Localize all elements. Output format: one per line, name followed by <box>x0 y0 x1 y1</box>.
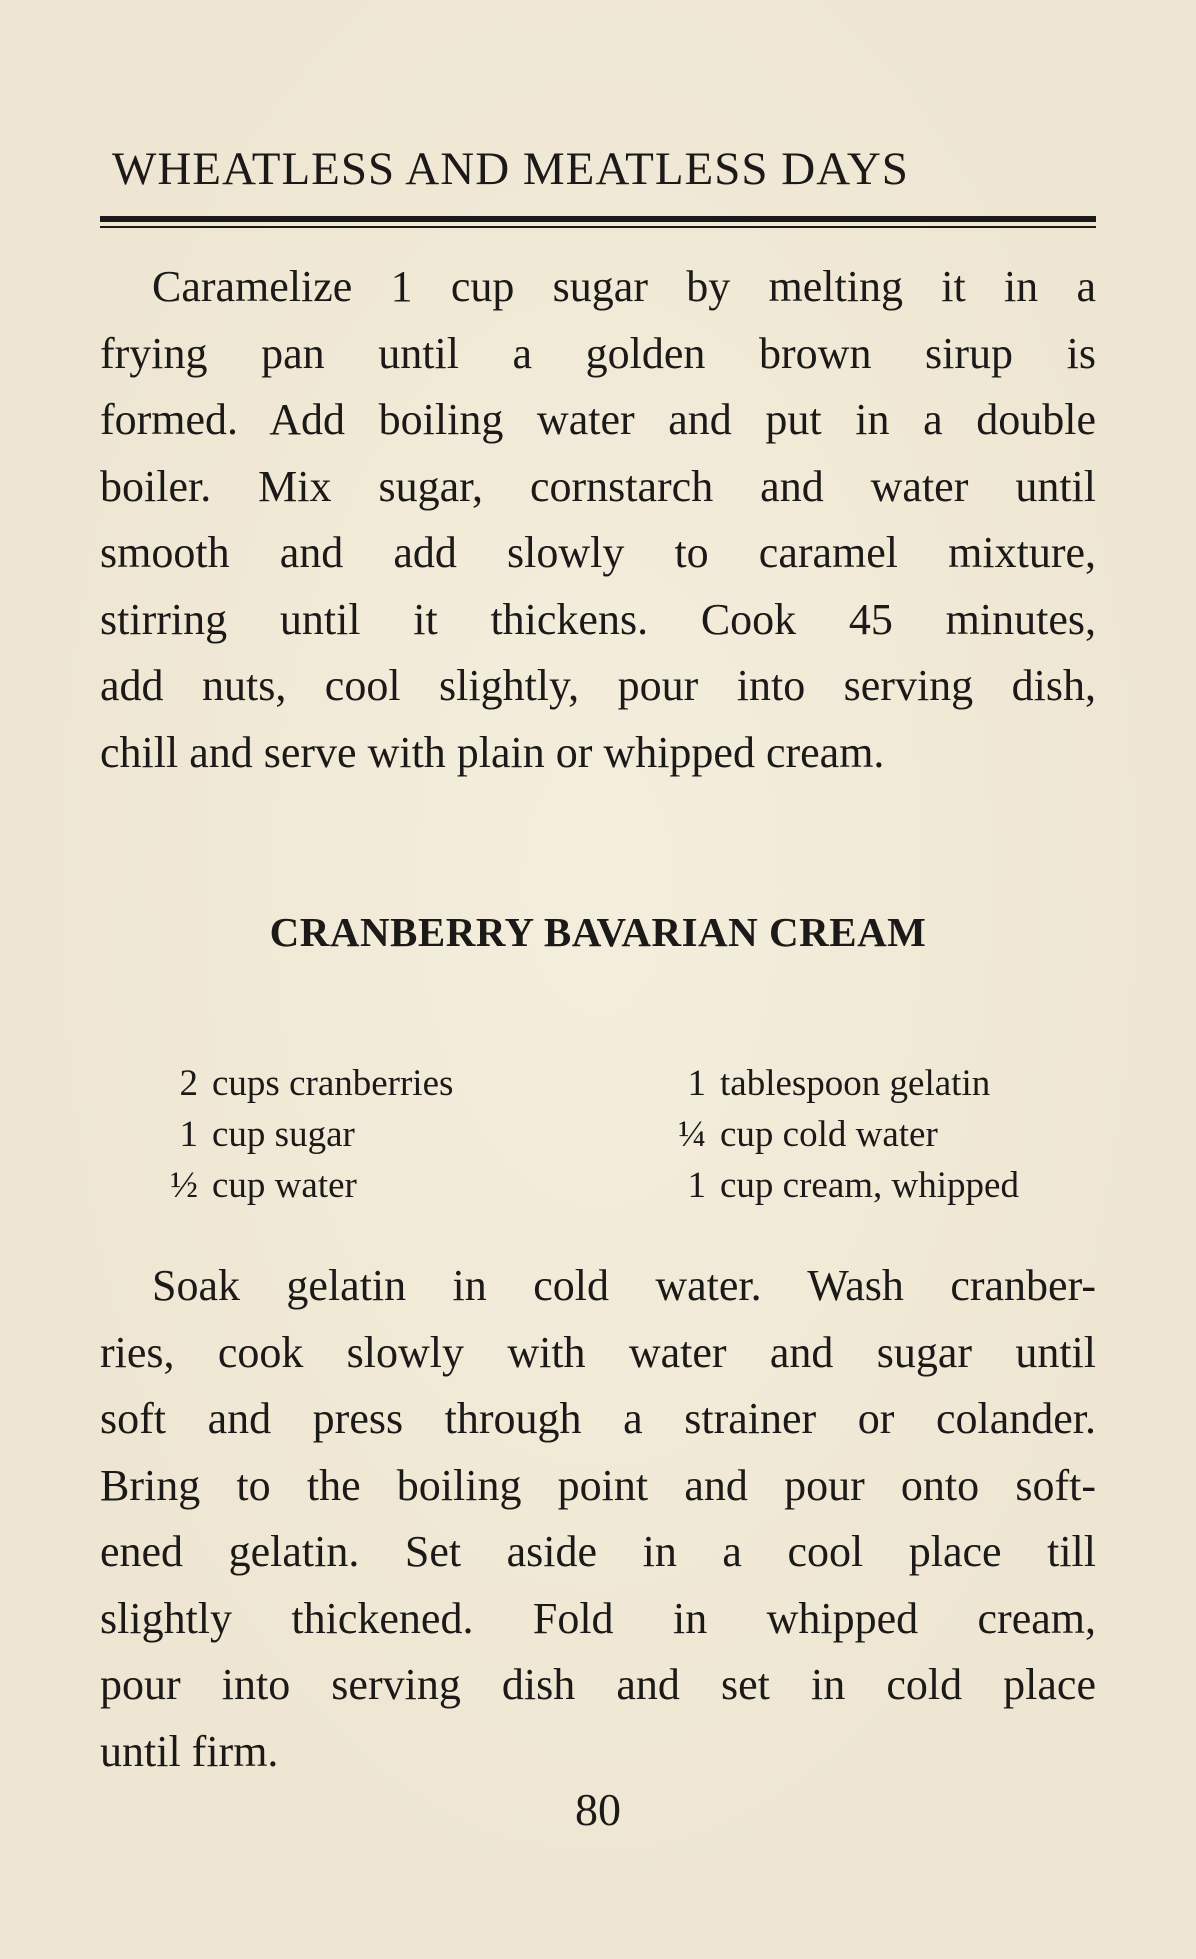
ingredient-name: tablespoon gelatin <box>720 1063 991 1104</box>
ingredient-column-right <box>648 1058 1019 1211</box>
header-rule-thick <box>100 216 1096 222</box>
ingredient-row <box>140 1058 453 1109</box>
ingredient-quantity: 1 <box>687 1165 706 1206</box>
text-line: until firm. <box>100 1726 279 1776</box>
text-line: chill and serve with plain or whipped cream. <box>100 727 885 777</box>
text-line: pour into serving dish and set in cold place <box>100 1660 1096 1709</box>
ingredient-name: cup sugar <box>212 1114 355 1155</box>
ingredient-quantity: 1 <box>179 1114 198 1155</box>
text-line: Bring to the boiling point and pour onto soft- <box>100 1460 1096 1510</box>
text-line: ries, cook slowly with water and sugar until <box>100 1327 1096 1377</box>
ingredient-column-left <box>140 1058 453 1211</box>
text-line: soft and press through a strainer or colander. <box>100 1394 1096 1443</box>
text-line: boiler. Mix sugar, cornstarch and water until <box>100 461 1096 511</box>
text-line: stirring until it thickens. Cook 45 minutes, <box>100 594 1096 644</box>
ingredient-row <box>140 1160 453 1211</box>
ingredient-name: cup cream, whipped <box>720 1165 1019 1206</box>
ingredient-row <box>140 1109 453 1160</box>
paragraph-caramel-instructions <box>100 254 1096 786</box>
header-rule-thin <box>100 226 1096 228</box>
text-line: frying pan until a golden brown sirup is <box>100 328 1096 378</box>
ingredient-quantity: 1 <box>687 1063 706 1104</box>
ingredient-row <box>648 1109 1019 1160</box>
ingredient-quantity: ¼ <box>678 1114 706 1155</box>
ingredient-row <box>648 1160 1019 1211</box>
text-line: smooth and add slowly to caramel mixture, <box>100 528 1096 577</box>
ingredient-name: cup cold water <box>720 1114 938 1155</box>
ingredient-row <box>648 1058 1019 1109</box>
text-line: Soak gelatin in cold water. Wash cranber- <box>152 1261 1096 1310</box>
text-line: formed. Add boiling water and put in a double <box>100 395 1096 444</box>
ingredient-quantity: ½ <box>170 1165 198 1206</box>
ingredient-name: cup water <box>212 1165 357 1206</box>
text-line: slightly thickened. Fold in whipped cream, <box>100 1593 1096 1643</box>
ingredient-name: cups cranberries <box>212 1063 454 1104</box>
running-head: WHEATLESS AND MEATLESS DAYS <box>112 143 909 195</box>
paragraph-cranberry-instructions <box>100 1253 1096 1785</box>
text-line: ened gelatin. Set aside in a cool place till <box>100 1527 1096 1576</box>
page-number: 80 <box>575 1784 621 1835</box>
text-line: Caramelize 1 cup sugar by melting it in a <box>152 262 1096 311</box>
ingredient-quantity: 2 <box>179 1063 198 1104</box>
text-line: add nuts, cool slightly, pour into serving dish, <box>100 661 1096 710</box>
recipe-title: CRANBERRY BAVARIAN CREAM <box>269 909 927 955</box>
